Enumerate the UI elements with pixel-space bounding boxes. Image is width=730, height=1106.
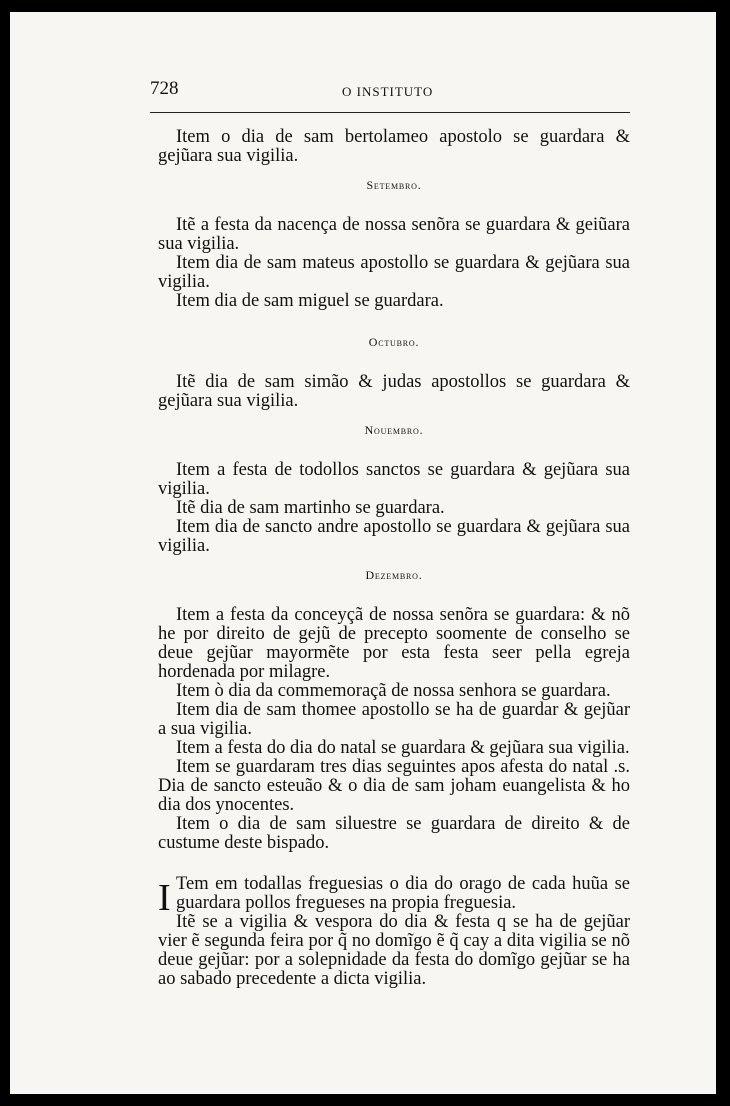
page-header — [150, 78, 630, 108]
paragraph: Item o dia de sam siluestre se guardara de direito & de custume deste bispado. — [158, 814, 630, 853]
paragraph: Tem em todallas freguesias o dia do orago de cada huũa se guardara pollos fregueses na propia freguesia. — [176, 874, 630, 913]
paragraph: Item ò dia da commemoraçã de nossa senhora se guardara. — [176, 681, 611, 701]
paragraph: Item dia de sam miguel se guardara. — [176, 291, 444, 311]
paragraph: Item a festa de todollos sanctos se guardara & gejũara sua vigilia. — [158, 460, 630, 499]
running-title: O INSTITUTO — [342, 84, 434, 99]
paragraph: Itẽ dia de sam simão & judas apostollos se guardara & gejũara sua vigilia. — [158, 372, 630, 411]
paragraph: Item a festa da conceyçã de nossa senõra se guardara: & nõ he por direito de gejũ de precepto soomente de conselho se deue gejũar mayormẽte por esta festa seer pella egreja hordenada por milagre. — [158, 605, 630, 682]
header-rule — [150, 112, 630, 113]
paragraph: Item dia de sancto andre apostollo se guardara & gejũara sua vigilia. — [158, 517, 630, 556]
paragraph: Item o dia de sam bertolameo apostolo se guardara & gejũara sua vigilia. — [158, 127, 630, 166]
dropcap-paragraph — [158, 874, 630, 919]
paragraph: Item dia de sam mateus apostollo se guardara & gejũara sua vigilia. — [158, 253, 630, 292]
body-text — [158, 128, 630, 989]
paragraph: Itẽ a festa da nacença de nossa senõra se guardara & geiũara sua vigilia. — [158, 215, 630, 254]
section-heading-setembro: Setembro. — [366, 178, 422, 192]
section-heading-octubro: Octubro. — [368, 335, 420, 349]
drop-cap: I — [158, 877, 171, 919]
paragraph: Itẽ dia de sam martinho se guardara. — [176, 498, 445, 518]
section-heading-nouembro: Nouembro. — [364, 423, 424, 437]
paragraph: Item dia de sam thomee apostollo se ha de guardar & gejũar a sua vigilia. — [158, 700, 630, 739]
section-heading-dezembro: Dezembro. — [365, 568, 423, 582]
paragraph: Itẽ se a vigilia & vespora do dia & festa q se ha de gejũar vier ẽ segunda feira por q̃ no domĩgo ẽ q̃ cay a dita vigilia se nõ deue gejũar: por a solepnidade da festa do domĩgo gejũar se ha ao sabado precedente a dicta vigilia. — [158, 912, 630, 989]
page-number: 728 — [150, 78, 179, 99]
paragraph: Item a festa do dia do natal se guardara & gejũara sua vigilia. — [176, 738, 630, 758]
paragraph: Item se guardaram tres dias seguintes apos afesta do natal .s. Dia de sancto esteuão & o dia de sam joham euangelista & ho dia dos ynocentes. — [158, 757, 630, 815]
